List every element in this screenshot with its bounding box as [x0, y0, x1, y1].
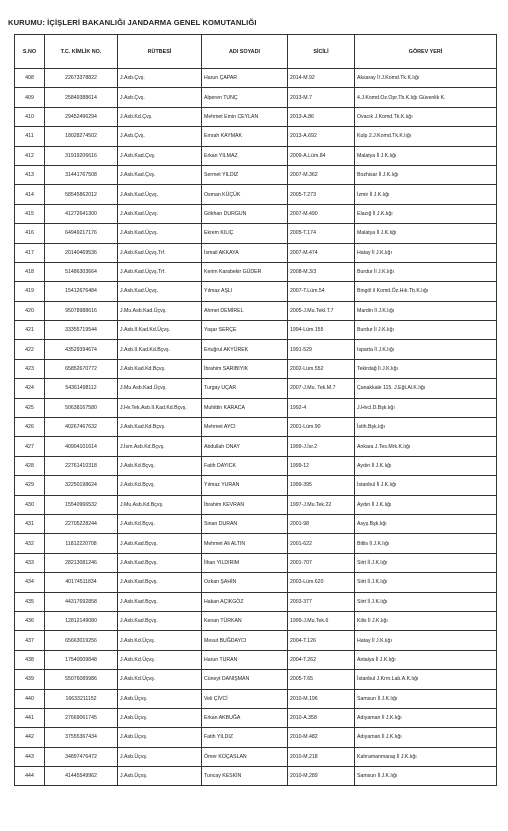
cell-sno: 412	[15, 146, 45, 165]
table-row	[15, 728, 497, 747]
cell-adi-soyadi: Yaşar SERÇE	[202, 321, 288, 340]
cell-sno: 425	[15, 398, 45, 417]
cell-rutbesi: J.Asb.Kad.Bçvş.	[118, 611, 202, 630]
cell-tc-kimlik-no: 65852670772	[45, 359, 118, 378]
personnel-table	[14, 34, 497, 786]
cell-rutbesi: J.Asb.II.Kad.Kd.Bçvş.	[118, 340, 202, 359]
cell-gorev-yeri: Bitlis İl J.K.lığı	[355, 534, 497, 553]
cell-tc-kimlik-no: 55076089986	[45, 670, 118, 689]
cell-adi-soyadi: Ömer KOÇASLAN	[202, 747, 288, 766]
cell-sicili: 2014-M.92	[288, 69, 355, 88]
table-row	[15, 127, 497, 146]
cell-adi-soyadi: Osman KÜÇÜK	[202, 185, 288, 204]
cell-rutbesi: J.Asb.Üçvş.	[118, 767, 202, 786]
table-row	[15, 398, 497, 417]
cell-rutbesi: J.Asb.II.Kad.Kd.Üçvş.	[118, 321, 202, 340]
cell-tc-kimlik-no: 34897476472	[45, 747, 118, 766]
cell-sno: 410	[15, 107, 45, 126]
table-row	[15, 224, 497, 243]
cell-sicili: 2007-T.Lüm.54	[288, 282, 355, 301]
cell-sicili: 1999-395	[288, 476, 355, 495]
cell-gorev-yeri: Ovacık J.Komd.Tk.K.lığı	[355, 107, 497, 126]
cell-gorev-yeri: Malatya İl J.K.lığı	[355, 146, 497, 165]
cell-sicili: 2010-M.289	[288, 767, 355, 786]
cell-rutbesi: J.Asb.Kad.Üçvş.	[118, 204, 202, 223]
cell-rutbesi: J.Asb.Kd.Bçvş.	[118, 476, 202, 495]
cell-adi-soyadi: Tuncay KESKİN	[202, 767, 288, 786]
table-row	[15, 631, 497, 650]
cell-rutbesi: J.Asb.Kad.Bçvş.	[118, 534, 202, 553]
cell-sno: 430	[15, 495, 45, 514]
cell-gorev-yeri: Elazığ İl J.K.lığı	[355, 204, 497, 223]
table-row	[15, 243, 497, 262]
cell-sno: 424	[15, 379, 45, 398]
cell-gorev-yeri: Samsun İl J.K.lığı	[355, 767, 497, 786]
cell-adi-soyadi: İsmail AKKAYA	[202, 243, 288, 262]
cell-tc-kimlik-no: 12812149080	[45, 611, 118, 630]
table-row	[15, 767, 497, 786]
cell-rutbesi: J.Asb.Kad.Bçvş.	[118, 573, 202, 592]
cell-sno: 419	[15, 282, 45, 301]
cell-sicili: 2001-707	[288, 553, 355, 572]
cell-rutbesi: J.Asb.Kd.Üçvş.	[118, 670, 202, 689]
header-adi-soyadi: ADI SOYADI	[202, 35, 288, 69]
cell-gorev-yeri: Siirt İl J.K.lığı	[355, 573, 497, 592]
table-row	[15, 282, 497, 301]
cell-tc-kimlik-no: 31919206616	[45, 146, 118, 165]
cell-sno: 436	[15, 611, 45, 630]
cell-rutbesi: J.Asb.Kad.Bçvş.	[118, 592, 202, 611]
cell-gorev-yeri: Aydın İl J.K.lığı	[355, 495, 497, 514]
cell-tc-kimlik-no: 11812220708	[45, 534, 118, 553]
table-row	[15, 708, 497, 727]
cell-rutbesi: J.Asb.Üçvş.	[118, 689, 202, 708]
cell-sicili: 2013-M.7	[288, 88, 355, 107]
cell-rutbesi: J.Hv.Tek.Asb.II.Kad.Kd.Bçvş.	[118, 398, 202, 417]
cell-sno: 423	[15, 359, 45, 378]
cell-sicili: 1999-12	[288, 456, 355, 475]
cell-tc-kimlik-no: 15412676484	[45, 282, 118, 301]
cell-sicili: 2007-M.474	[288, 243, 355, 262]
table-row	[15, 437, 497, 456]
cell-sno: 428	[15, 456, 45, 475]
cell-sicili: 2002-Lüm.552	[288, 359, 355, 378]
cell-sno: 431	[15, 514, 45, 533]
cell-rutbesi: J.Asb.Kad.Üçvş.	[118, 185, 202, 204]
cell-gorev-yeri: Kulp 2.J.Komd.Tk.K.lığı	[355, 127, 497, 146]
cell-gorev-yeri: Burdur İl J.K.lığı	[355, 262, 497, 281]
cell-tc-kimlik-no: 27669061745	[45, 708, 118, 727]
cell-sicili: 2007-M.490	[288, 204, 355, 223]
header-sno: S.NO	[15, 35, 45, 69]
table-row	[15, 359, 497, 378]
table-row	[15, 88, 497, 107]
cell-rutbesi: J.Asb.Kad.Çvş.	[118, 165, 202, 184]
cell-tc-kimlik-no: 65663019256	[45, 631, 118, 650]
cell-tc-kimlik-no: 22673378822	[45, 69, 118, 88]
cell-sno: 422	[15, 340, 45, 359]
cell-adi-soyadi: Cüneyt DANIŞMAN	[202, 670, 288, 689]
cell-sicili: 2010-M.196	[288, 689, 355, 708]
cell-adi-soyadi: Turgay UÇAR	[202, 379, 288, 398]
cell-sicili: 2005-J.Mu.Tekl.T.7	[288, 301, 355, 320]
cell-sicili: 2007-M.362	[288, 165, 355, 184]
cell-gorev-yeri: Çanakkale 115. J.Eğt.Al.K.lığı	[355, 379, 497, 398]
cell-rutbesi: J.Mu.Asb.Kad.Üçvş.	[118, 301, 202, 320]
cell-tc-kimlik-no: 29452496294	[45, 107, 118, 126]
cell-rutbesi: J.Asb.Çvş.	[118, 69, 202, 88]
cell-sicili: 2003-Lüm.620	[288, 573, 355, 592]
cell-sicili: 2010-M.482	[288, 728, 355, 747]
cell-adi-soyadi: Ekrem KILIÇ	[202, 224, 288, 243]
cell-tc-kimlik-no: 22761410318	[45, 456, 118, 475]
cell-adi-soyadi: Sinan DURAN	[202, 514, 288, 533]
table-row	[15, 573, 497, 592]
cell-adi-soyadi: Abdullah ONAY	[202, 437, 288, 456]
cell-tc-kimlik-no: 16633211152	[45, 689, 118, 708]
cell-sno: 417	[15, 243, 45, 262]
cell-sno: 434	[15, 573, 45, 592]
cell-adi-soyadi: Erkan YILMAZ	[202, 146, 288, 165]
cell-tc-kimlik-no: 22705228244	[45, 514, 118, 533]
table-row	[15, 592, 497, 611]
cell-sno: 443	[15, 747, 45, 766]
cell-rutbesi: J.Asb.Kd.Üçvş.	[118, 650, 202, 669]
cell-sicili: 1999-J.Mu.Tek.6	[288, 611, 355, 630]
header-rutbesi: RÜTBESİ	[118, 35, 202, 69]
cell-adi-soyadi: Fatih DAYICK	[202, 456, 288, 475]
cell-adi-soyadi: Erkan AKBUĞA	[202, 708, 288, 727]
cell-gorev-yeri: Burdur İl J.K.lığı	[355, 321, 497, 340]
cell-gorev-yeri: Isparta İl J.K.lığı	[355, 340, 497, 359]
cell-adi-soyadi: Muhittin KARACA	[202, 398, 288, 417]
cell-gorev-yeri: İzmir İl J.K.lığı	[355, 185, 497, 204]
cell-tc-kimlik-no: 37555367434	[45, 728, 118, 747]
cell-sno: 432	[15, 534, 45, 553]
cell-rutbesi: J.Asb.Kd.Üçvş.	[118, 631, 202, 650]
cell-sicili: 2004-T.126	[288, 631, 355, 650]
cell-adi-soyadi: Ozkan ŞAHİN	[202, 573, 288, 592]
table-body	[15, 69, 497, 786]
cell-sicili: 2004-T.262	[288, 650, 355, 669]
cell-gorev-yeri: J.Hvcl.D.Bşk.lığı	[355, 398, 497, 417]
cell-gorev-yeri: Adıyaman İl J.K.lığı	[355, 708, 497, 727]
cell-sicili: 2001-622	[288, 534, 355, 553]
cell-tc-kimlik-no: 28213081246	[45, 553, 118, 572]
table-row	[15, 418, 497, 437]
cell-gorev-yeri: Adıyaman İl J.K.lığı	[355, 728, 497, 747]
cell-rutbesi: J.Mu.Asb.Kad.Üçvş.	[118, 379, 202, 398]
cell-tc-kimlik-no: 31441767508	[45, 165, 118, 184]
cell-sno: 440	[15, 689, 45, 708]
cell-tc-kimlik-no: 58545862012	[45, 185, 118, 204]
cell-sicili: 1991-529	[288, 340, 355, 359]
cell-sno: 416	[15, 224, 45, 243]
cell-sicili: 2010-A.358	[288, 708, 355, 727]
cell-sicili: 2009-A.Lüm.84	[288, 146, 355, 165]
cell-tc-kimlik-no: 54361498112	[45, 379, 118, 398]
table-row	[15, 534, 497, 553]
table-row	[15, 185, 497, 204]
cell-sno: 408	[15, 69, 45, 88]
cell-tc-kimlik-no: 33355719544	[45, 321, 118, 340]
table-row	[15, 321, 497, 340]
cell-sno: 429	[15, 476, 45, 495]
cell-tc-kimlik-no: 17540009848	[45, 650, 118, 669]
header-sicili: SİCİLİ	[288, 35, 355, 69]
cell-gorev-yeri: Kilis İl J.K.lığı	[355, 611, 497, 630]
cell-gorev-yeri: Siirt İl J.K.lığı	[355, 592, 497, 611]
cell-rutbesi: J.Asb.Üçvş.	[118, 708, 202, 727]
cell-adi-soyadi: Fatih YILDIZ	[202, 728, 288, 747]
cell-sno: 411	[15, 127, 45, 146]
cell-adi-soyadi: İbrahim KEVRAN	[202, 495, 288, 514]
cell-gorev-yeri: Aydın İl J.K.lığı	[355, 456, 497, 475]
table-row	[15, 670, 497, 689]
cell-sno: 427	[15, 437, 45, 456]
cell-gorev-yeri: Hatay İl J.K.lığı	[355, 631, 497, 650]
cell-rutbesi: J.Asb.Kad.Kd.Bçvş.	[118, 359, 202, 378]
table-row	[15, 301, 497, 320]
cell-tc-kimlik-no: 40904101614	[45, 437, 118, 456]
cell-sicili: 2008-M.3/3	[288, 262, 355, 281]
cell-adi-soyadi: Veli ÇİVCİ	[202, 689, 288, 708]
cell-rutbesi: J.Asb.Çvş.	[118, 127, 202, 146]
table-row	[15, 165, 497, 184]
cell-tc-kimlik-no: 18028274502	[45, 127, 118, 146]
cell-tc-kimlik-no: 64949217176	[45, 224, 118, 243]
cell-tc-kimlik-no: 25849388614	[45, 88, 118, 107]
cell-gorev-yeri: Bingöl il Komd.Öz.Hık.Tb.K.lığı	[355, 282, 497, 301]
cell-sicili: 1992-4	[288, 398, 355, 417]
cell-sicili: 2005-T.65	[288, 670, 355, 689]
cell-gorev-yeri: Hatay İl J.K.lığı	[355, 243, 497, 262]
cell-adi-soyadi: Alperen TUNÇ	[202, 88, 288, 107]
cell-tc-kimlik-no: 44317692858	[45, 592, 118, 611]
cell-rutbesi: J.Mu.Asb.Kd.Bçvş.	[118, 495, 202, 514]
cell-rutbesi: J.Asb.Kad.Üçvş.	[118, 282, 202, 301]
cell-sno: 414	[15, 185, 45, 204]
cell-rutbesi: J.Asb.Kad.Üçvş.	[118, 224, 202, 243]
cell-adi-soyadi: Mehmet Ali ALTIN	[202, 534, 288, 553]
cell-tc-kimlik-no: 95078988616	[45, 301, 118, 320]
cell-adi-soyadi: Mehmet Emin CEYLAN	[202, 107, 288, 126]
cell-sno: 418	[15, 262, 45, 281]
cell-gorev-yeri: Siirt İl J.K.lığı	[355, 553, 497, 572]
cell-sicili: 2003-377	[288, 592, 355, 611]
cell-gorev-yeri: Kahramanmaraş İl J.K.lığı	[355, 747, 497, 766]
cell-gorev-yeri: İstanbul J.Krm.Lab.A.K.lığı	[355, 670, 497, 689]
cell-sno: 420	[15, 301, 45, 320]
cell-adi-soyadi: Kenan TÜRKAN	[202, 611, 288, 630]
header-tc-kimlik-no: T.C. KİMLİK NO.	[45, 35, 118, 69]
cell-tc-kimlik-no: 32250198624	[45, 476, 118, 495]
cell-adi-soyadi: Sermet YILDIZ	[202, 165, 288, 184]
cell-gorev-yeri: Ankara J.Tes.Mrk.K.lığı	[355, 437, 497, 456]
cell-rutbesi: J.Asb.Kad.Üçvş.Trf.	[118, 262, 202, 281]
cell-gorev-yeri: Mardin İl J.K.lığı	[355, 301, 497, 320]
cell-sno: 413	[15, 165, 45, 184]
cell-adi-soyadi: Yılmaz AŞLI	[202, 282, 288, 301]
cell-gorev-yeri: Malatya İl J.K.lığı	[355, 224, 497, 243]
cell-sno: 441	[15, 708, 45, 727]
cell-adi-soyadi: Harun TURAN	[202, 650, 288, 669]
cell-tc-kimlik-no: 41272641300	[45, 204, 118, 223]
cell-adi-soyadi: Kerim Karabekir GÜDER	[202, 262, 288, 281]
cell-adi-soyadi: Hakan AÇIKGÖZ	[202, 592, 288, 611]
cell-gorev-yeri: Asyş.Bşk.lığı	[355, 514, 497, 533]
cell-sno: 409	[15, 88, 45, 107]
cell-sno: 435	[15, 592, 45, 611]
table-row	[15, 69, 497, 88]
table-row	[15, 107, 497, 126]
table-row	[15, 146, 497, 165]
cell-tc-kimlik-no: 41445549962	[45, 767, 118, 786]
table-row	[15, 514, 497, 533]
cell-adi-soyadi: Yılmaz YURAN	[202, 476, 288, 495]
cell-sno: 438	[15, 650, 45, 669]
table-row	[15, 456, 497, 475]
cell-gorev-yeri: İstih.Bşk.lığı	[355, 418, 497, 437]
cell-rutbesi: J.Asb.Kad.Bçvş.	[118, 553, 202, 572]
cell-rutbesi: J.Asb.Üçvş.	[118, 747, 202, 766]
cell-gorev-yeri: Antalya İl J.K.lığı	[355, 650, 497, 669]
cell-gorev-yeri: 4.J.Komd.Oz.Opr.Tb.K.lığı Güvenlik K.	[355, 88, 497, 107]
cell-rutbesi: J.Asb.Kd.Bçvş.	[118, 514, 202, 533]
cell-tc-kimlik-no: 43529394674	[45, 340, 118, 359]
cell-sicili: 1997-J.Mu.Tek.22	[288, 495, 355, 514]
cell-adi-soyadi: Ahmet DEMİREL	[202, 301, 288, 320]
cell-sno: 421	[15, 321, 45, 340]
cell-sicili: 2001-Lüm.90	[288, 418, 355, 437]
cell-rutbesi: J.Asb.Kd.Çvş.	[118, 107, 202, 126]
cell-sno: 444	[15, 767, 45, 786]
table-row	[15, 262, 497, 281]
table-row	[15, 204, 497, 223]
cell-adi-soyadi: Mehmet AYCI	[202, 418, 288, 437]
cell-sno: 426	[15, 418, 45, 437]
cell-sicili: 2013-A.86	[288, 107, 355, 126]
cell-rutbesi: J.Asb.Çvş.	[118, 88, 202, 107]
cell-sno: 433	[15, 553, 45, 572]
cell-gorev-yeri: Tekirdağ İl J.K.lığı	[355, 359, 497, 378]
cell-gorev-yeri: Samsun İl J.K.lığı	[355, 689, 497, 708]
cell-sicili: 2005-T.174	[288, 224, 355, 243]
cell-tc-kimlik-no: 20140469536	[45, 243, 118, 262]
table-header-row	[15, 35, 497, 69]
table-row	[15, 476, 497, 495]
cell-tc-kimlik-no: 15540966532	[45, 495, 118, 514]
table-row	[15, 747, 497, 766]
cell-sicili: 1994-Lüm.155	[288, 321, 355, 340]
cell-rutbesi: J.İsm.Asb.Kd.Bçvş.	[118, 437, 202, 456]
cell-adi-soyadi: Harun ÇAPAR	[202, 69, 288, 88]
cell-sicili: 1999-J.İsr.2	[288, 437, 355, 456]
cell-sno: 415	[15, 204, 45, 223]
cell-adi-soyadi: Mesut BUĞDAYCI	[202, 631, 288, 650]
table-row	[15, 611, 497, 630]
cell-sno: 439	[15, 670, 45, 689]
cell-rutbesi: J.Asb.Kad.Üçvş.Trf.	[118, 243, 202, 262]
table-row	[15, 340, 497, 359]
cell-sno: 437	[15, 631, 45, 650]
header-gorev-yeri: GÖREV YERİ	[355, 35, 497, 69]
cell-tc-kimlik-no: 40174511834	[45, 573, 118, 592]
table-row	[15, 553, 497, 572]
cell-adi-soyadi: İbrahim SARIBIYIK	[202, 359, 288, 378]
cell-adi-soyadi: İlhan YILDIRIM	[202, 553, 288, 572]
cell-rutbesi: J.Asb.Kd.Bçvş.	[118, 456, 202, 475]
cell-sicili: 2005-T.273	[288, 185, 355, 204]
table-row	[15, 495, 497, 514]
page-title: KURUMU: İÇİŞLERİ BAKANLIĞI JANDARMA GENEL KOMUTANLIĞI	[8, 18, 257, 27]
cell-gorev-yeri: Aksaray İl J.Komd.Tk.K.lığı	[355, 69, 497, 88]
cell-sicili: 2010-M.218	[288, 747, 355, 766]
table-row	[15, 379, 497, 398]
cell-tc-kimlik-no: 40267467632	[45, 418, 118, 437]
cell-tc-kimlik-no: 51486303664	[45, 262, 118, 281]
cell-rutbesi: J.Asb.Üçvş.	[118, 728, 202, 747]
cell-sno: 442	[15, 728, 45, 747]
cell-sicili: 2007-J.Mu. Tek.M.7	[288, 379, 355, 398]
cell-rutbesi: J.Asb.Kad.Çvş.	[118, 146, 202, 165]
cell-gorev-yeri: İstanbul İl J.K.lığı	[355, 476, 497, 495]
cell-adi-soyadi: Emrah KAYMAK	[202, 127, 288, 146]
cell-tc-kimlik-no: 50638167580	[45, 398, 118, 417]
cell-sicili: 2001-98	[288, 514, 355, 533]
table-row	[15, 689, 497, 708]
cell-adi-soyadi: Gökhan DURGUN	[202, 204, 288, 223]
table-row	[15, 650, 497, 669]
cell-adi-soyadi: Ertuğrul AKYÜREK	[202, 340, 288, 359]
cell-gorev-yeri: Bozhisar İl J.K.lığı	[355, 165, 497, 184]
cell-rutbesi: J.Asb.Kad.Kd.Bçvş.	[118, 418, 202, 437]
cell-sicili: 2013-A.692	[288, 127, 355, 146]
